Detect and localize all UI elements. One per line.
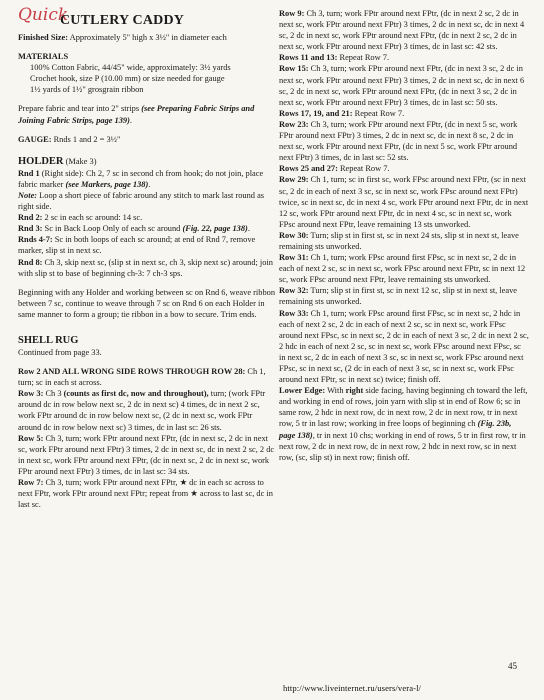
rnd-8-label: Rnd 8: [18, 257, 43, 267]
rnds-4-7-label: Rnds 4-7: [18, 235, 53, 245]
row-29 [279, 174, 529, 229]
lower-edge-bold: right [345, 386, 364, 396]
prep-end: . [129, 115, 133, 125]
rnd-3 [18, 223, 275, 234]
row-5-text: Ch 3, turn; work FPtr around next FPtr, (dc in next sc, 2 dc in next sc, work FPtr around next FPtr) 3 times, 2 dc in next sc, dc in next 2 sc, 2 dc in next sc, work FPtr around next FPtr, (dc in next sc, 2 dc in next sc, work FPtr around next FPtr) 3 times, dc in last sc: 34 sts. [18, 433, 275, 476]
lower-edge-reference: (Fig. 23b, page 138) [279, 419, 512, 440]
finished-size [18, 32, 275, 43]
row-15-text: Ch 3, turn; work FPtr around next FPtr, (dc in next 3 sc, 2 dc in next sc, work FPtr around next FPtr) 3 times, 2 dc in next sc, dc in next 6 sc, 2 dc in next sc, work FPtr around next FPtr, (dc in next 3 sc, 2 dc in next sc, work FPtr around next FPtr) 3 times, dc in last sc: 50 sts. [279, 64, 525, 107]
rnd-1 [18, 168, 275, 190]
row-7 [18, 477, 275, 510]
lower-edge [279, 385, 529, 463]
page-title: CUTLERY CADDY [60, 13, 185, 28]
prep-text: Prepare fabric and tear into 2" strips [18, 104, 142, 114]
row-31-text: Ch 1, turn; work FPsc around first FPsc, sc in next sc, 2 dc in each of next 2 sc, sc in next sc, work FPsc around next FPtr, sc in next 12 sc, work FPsc around next FPtr, leave remaining sts unworked. [279, 253, 526, 285]
row-29-label: Row 29: [279, 175, 309, 185]
prepare-instructions [18, 103, 275, 125]
row-31 [279, 252, 529, 285]
note-label: Note: [18, 190, 38, 200]
row-30-label: Row 30: [279, 230, 309, 240]
lower-edge-text-2: side facing, having beginning ch toward the left, and working in end of rows, join yarn with slip st in end of Row 6; sc in same row, 2 hdc in next row, dc in next row, 2 dc in next row, tr in next row, 5 tr in last row; working in free loops of beginning ch [279, 386, 528, 429]
gauge-label: GAUGE: [18, 134, 52, 144]
rnd-1-label: Rnd 1 [18, 168, 40, 178]
row-3-label: Row 3: [18, 389, 44, 399]
row-32-text: Turn; slip st in first st, sc in next 12 sc, slip st in next st, leave remaining sts unworked. [279, 286, 518, 307]
row-23-text: Ch 3, turn; work FPtr around next FPtr, (dc in next 5 sc, work FPtr around next FPtr) 3 times, 2 dc in next sc, dc in next 8 sc, 2 dc in next sc, work FPtr around next FPtr, (dc in next 5 sc, work FPtr around next FPtr) 3 times, dc in last sc: 52 sts. [279, 119, 518, 163]
row-3-text: Ch 3 [45, 389, 64, 399]
material-item: 100% Cotton Fabric, 44/45" wide, approximately: 3½ yards [30, 63, 231, 73]
holder-make: (Make 3) [65, 156, 97, 166]
note-text: Loop a short piece of fabric around any stitch to mark last round as right side. [18, 190, 265, 212]
rows-11-13 [279, 52, 529, 63]
rows-25-27-label: Rows 25 and 27: [279, 164, 338, 174]
row-29-text: Ch 1, turn; sc in first sc, work FPsc around next FPtr, (sc in next sc, 2 dc in each of next 3 sc, sc in next sc, work FPsc around next FPtr) twice, sc in next sc, dc in next 4 sc, work FPtr around next FPtr, dc in next 12 sc, work FPtr around next FPtr, dc in next 4 sc, sc in next sc, work FPsc around next FPtr, leave remaining 13 sts unworked. [279, 175, 529, 229]
row-7-text: Ch 3, turn; work FPtr around next FPtr, ★ dc in each sc across to next FPtr, work FPtr around next FPtr; repeat from ★ across to last sc, dc in last sc. [18, 478, 273, 510]
row-15-label: Row 15: [279, 64, 309, 74]
row-9-label: Row 9: [279, 9, 305, 18]
rnd-1-text: (Right side): Ch 2, 7 sc in second ch from hook; do not join, place fabric marker [18, 168, 264, 189]
rnd-1-end: . [148, 179, 151, 189]
gauge-value: Rnds 1 and 2 = 3½" [53, 134, 121, 144]
materials-heading: MATERIALS [18, 52, 69, 62]
title-row [18, 5, 275, 32]
row-5-label: Row 5: [18, 433, 44, 443]
row-2 [18, 366, 275, 388]
finishing-instructions: Beginning with any Holder and working between sc on Rnd 6, weave ribbon between 7 sc, continue to weave through 7 sc on Rnd 6 on each Holder in same manner to form a group; tie ribbon in a bow to secure. Trim ends. [18, 287, 276, 319]
shell-rug-heading: SHELL RUG [18, 334, 79, 346]
rnd-3-text: Sc in Back Loop Only of each sc around [44, 224, 183, 234]
rows-25-27 [279, 163, 529, 174]
rnd-2-label: Rnd 2: [18, 213, 43, 223]
lower-edge-text: With [327, 386, 346, 396]
rnds-4-7 [18, 234, 275, 256]
source-url: http://www.liveinternet.ru/users/vera-l/ [283, 683, 422, 693]
page-number: 45 [508, 661, 517, 671]
rnd-3-end: . [247, 224, 250, 234]
lower-edge-text-3: , tr in next 10 chs; working in end of rows, 5 tr in first row, tr in next row, 2 dc in next row, dc in next row, 2 hdc in next row, sc in next row, (sc, slip st) in next row; finish off. [279, 430, 526, 462]
left-column [18, 5, 276, 510]
row-32-label: Row 32: [279, 286, 309, 296]
row-15 [279, 63, 529, 107]
row-3-text-2: turn; (work FPtr around dc in row below next sc, 2 dc in next sc) 4 times, dc in next 2 sc, work FPtr around dc in row below next sc, (2 dc in next sc, work FPtr around dc in row below next sc) 3 times, dc in last sc: 26 sts. [18, 389, 266, 432]
row-7-label: Row 7: [18, 478, 44, 487]
rnd-2-text: 2 sc in each sc around: 14 sc. [44, 213, 143, 223]
rnd-8-text: Ch 3, skip next sc, (slip st in next sc, ch 3, skip next sc) around; join with slip st to base of beginning ch-3: 7 ch-3 sps. [18, 257, 273, 278]
row-33-text: Ch 1, turn; work FPsc around first FPsc, sc in next sc, 2 hdc in each of next 2 sc, 2 dc in each of next 2 sc, sc in next sc, work FPsc around next FPsc, sc in next sc, 2 dc in each of next 3 sc, 2 dc in next 2 sc, 2 hdc in each of next 2 sc, sc in next sc, work FPsc around next FPsc, sc in next sc, 2 dc in each of next 3 sc, sc in next sc, work FPsc around next FPsc, sc in next sc, (2 dc in each of next 3 sc, sc in next sc, work FPsc around next FPtr, sc in next sc) twice; finish off. [279, 308, 529, 385]
holder-title: HOLDER [18, 155, 64, 167]
finished-size-value: Approximately 5" high x 3½" in diameter each [69, 33, 227, 42]
quick-script-logo: Quick [18, 5, 69, 25]
continued-note: Continued from page 33. [18, 347, 102, 357]
rnds-4-7-text: Sc in both loops of each sc around; at end of Rnd 7, remove marker, slip st in next sc. [18, 235, 256, 256]
rows-25-27-text: Repeat Row 7. [339, 164, 390, 174]
rnd-3-label: Rnd 3: [18, 224, 43, 234]
row-3-bold: (counts as first dc, now and throughout), [63, 389, 209, 399]
row-3 [18, 388, 275, 432]
row-30-text: Turn; slip st in first st, sc in next 24 sts, slip st in next st, leave remaining sts unworked. [279, 230, 519, 251]
row-5 [18, 433, 275, 477]
rows-17-21-label: Rows 17, 19, and 21: [279, 108, 353, 118]
row-30 [279, 230, 529, 252]
holder-heading [18, 155, 275, 168]
row-33 [279, 308, 529, 386]
gauge [18, 134, 275, 145]
rows-11-13-label: Rows 11 and 13: [279, 53, 338, 63]
row-31-label: Row 31: [279, 253, 309, 263]
rnd-1-reference: (see Markers, page 138) [65, 179, 149, 189]
row-23-label: Row 23: [279, 119, 309, 129]
row-2-label: Row 2 AND ALL WRONG SIDE ROWS THROUGH ROW 28: [18, 367, 246, 377]
prep-reference: (see Preparing Fabric Strips and Joining Fabric Strips, page 139) [18, 104, 255, 125]
rows-17-21 [279, 108, 529, 119]
finished-size-label: Finished Size: [18, 33, 69, 42]
row-2-text: Ch 1, turn; sc in each st across. [18, 367, 266, 388]
row-23 [279, 119, 529, 163]
right-column [279, 8, 529, 463]
row-33-label: Row 33: [279, 308, 309, 318]
rows-17-21-text: Repeat Row 7. [354, 108, 405, 118]
rows-11-13-text: Repeat Row 7. [339, 53, 390, 63]
rnd-3-reference: (Fig. 22, page 138) [182, 224, 248, 234]
material-item: Crochet hook, size P (10.00 mm) or size needed for gauge [30, 74, 225, 84]
lower-edge-label: Lower Edge: [279, 386, 326, 396]
row-9-text: Ch 3, turn; work FPtr around next FPtr, (dc in next 2 sc, 2 dc in next sc, work FPtr around next FPtr) 3 times, 2 dc in next sc, dc in next 4 sc, 2 dc in next sc, work FPtr around next FPtr, (dc in next 2 sc, 2 dc in next sc, work FPtr around next FPtr) 3 times, dc in last sc: 42 sts. [279, 9, 525, 52]
note [18, 190, 275, 212]
rnd-8 [18, 257, 275, 279]
rnd-2 [18, 212, 275, 223]
row-9 [279, 8, 529, 52]
row-32 [279, 285, 529, 307]
material-item: 1½ yards of 1½" grosgrain ribbon [30, 85, 144, 95]
